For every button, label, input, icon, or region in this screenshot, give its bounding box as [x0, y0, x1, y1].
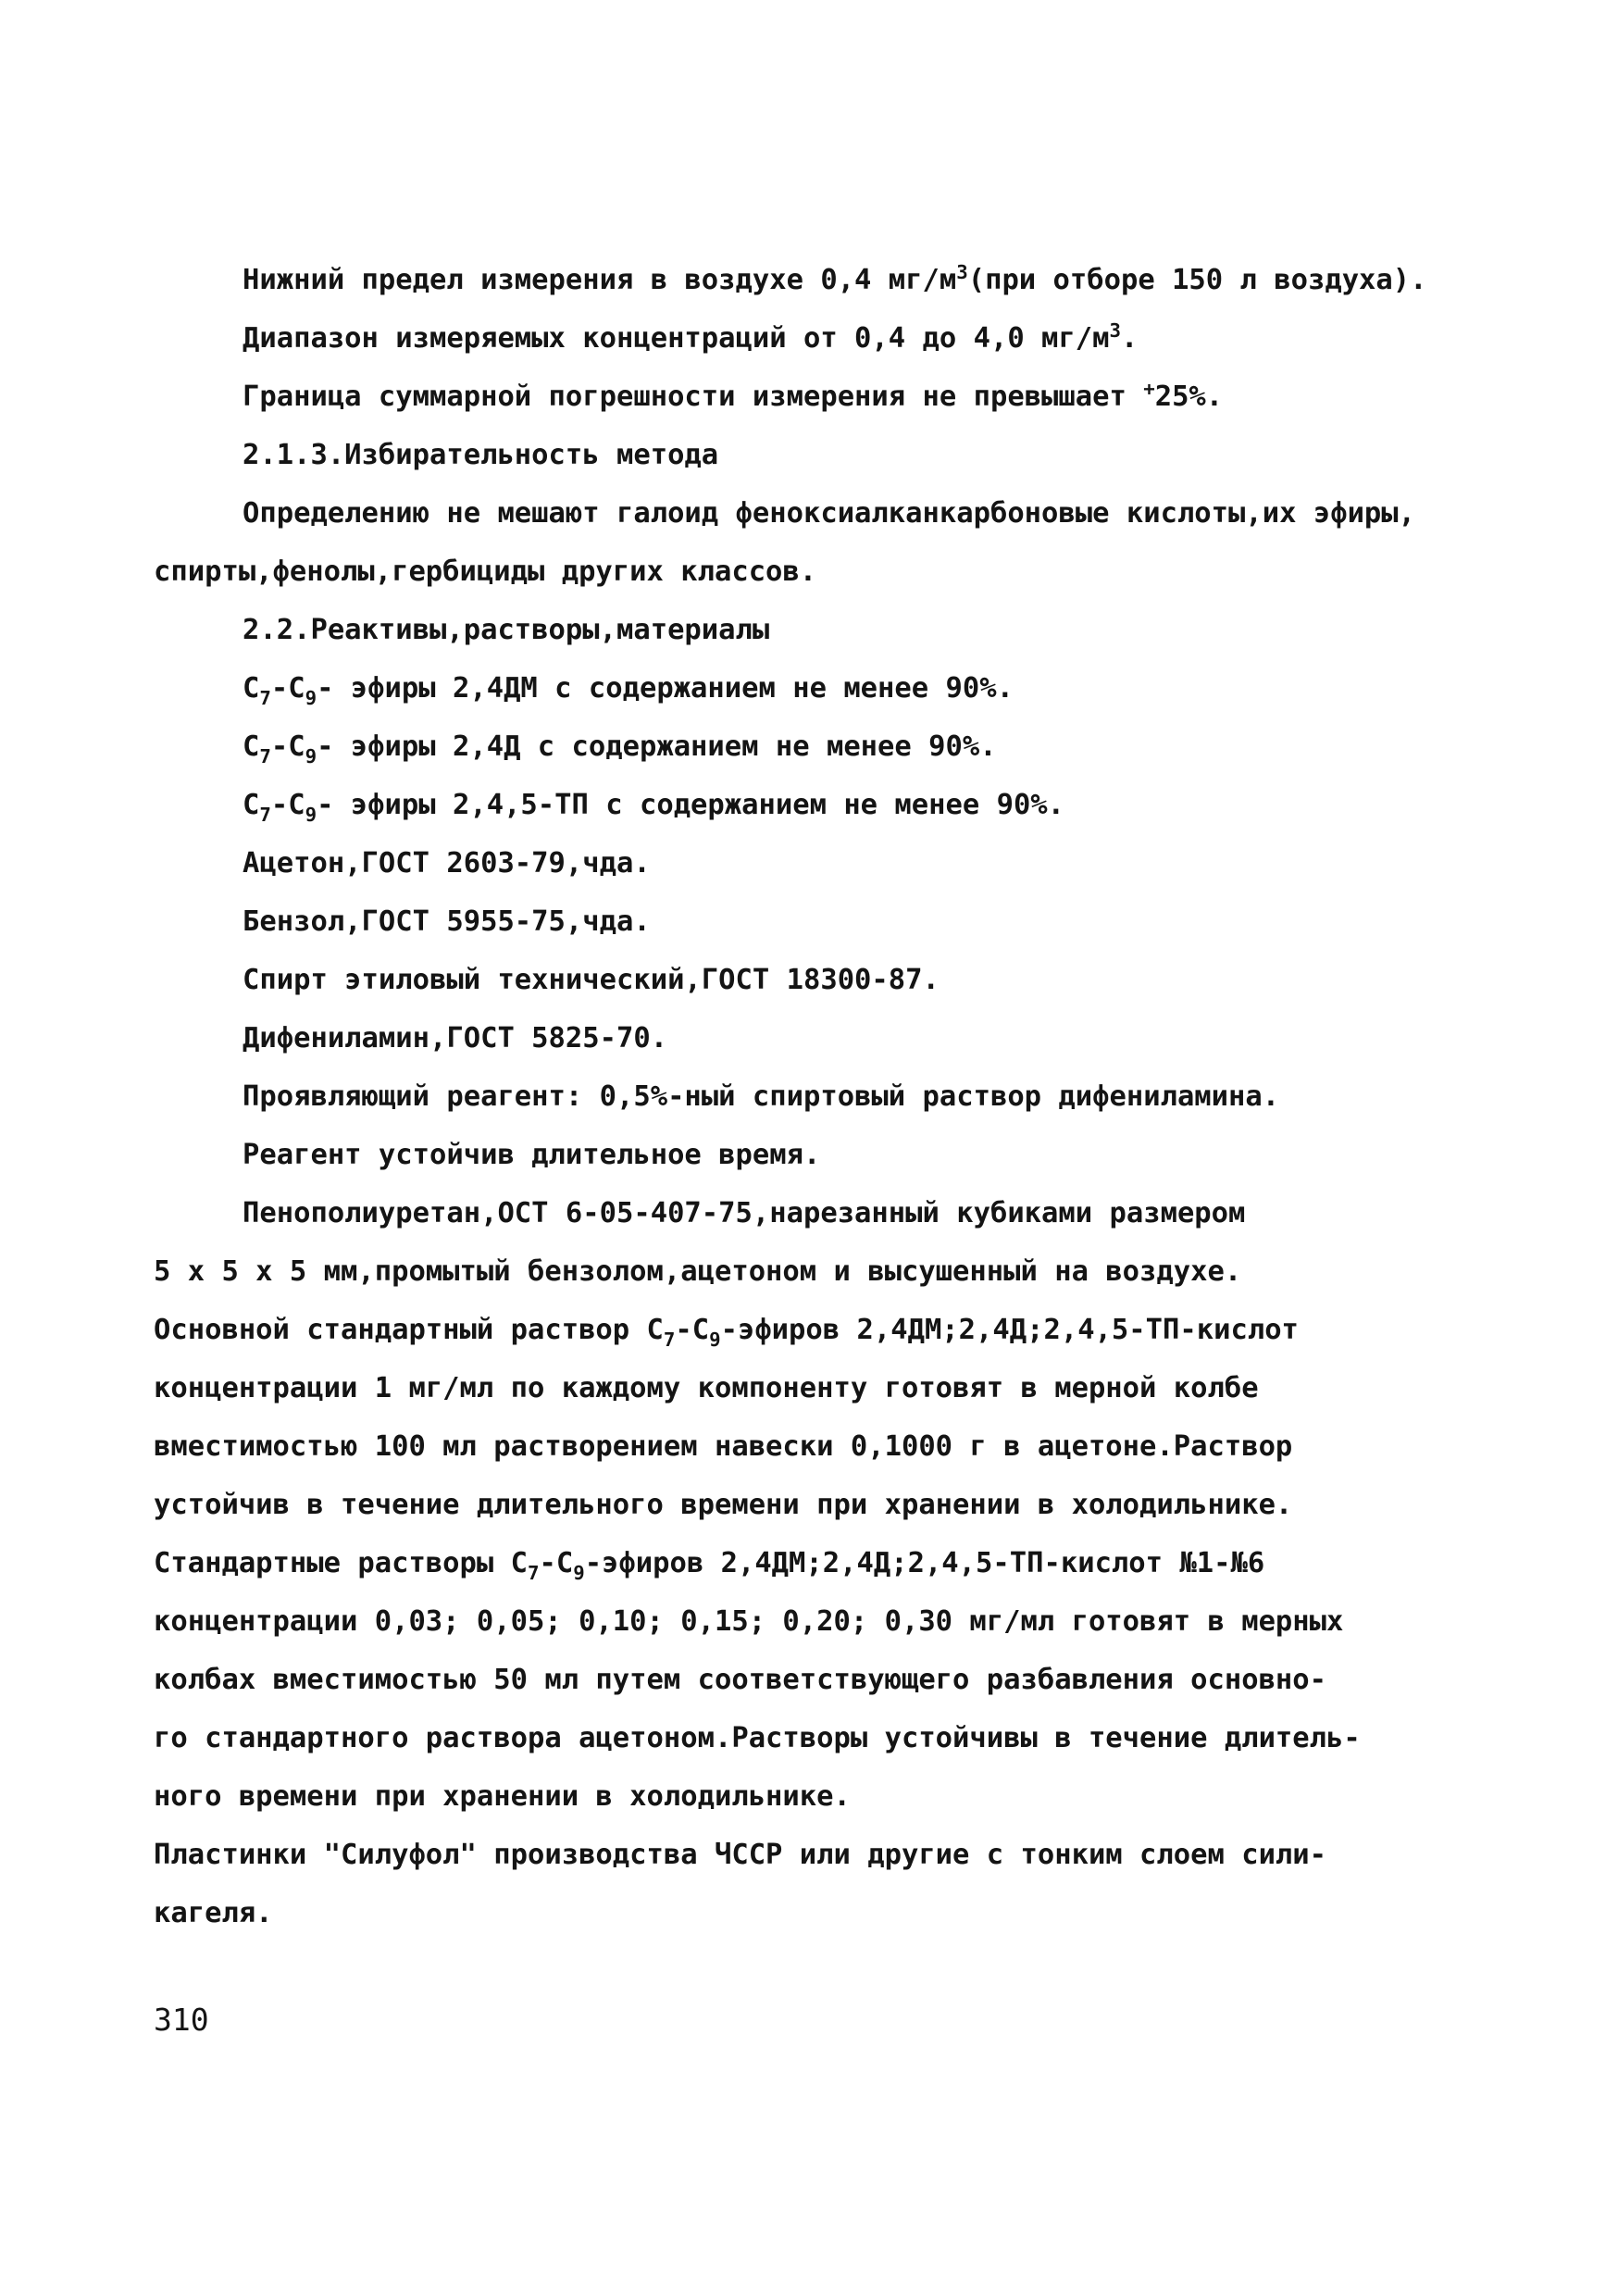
text-line-standard-storage: ного времени при хранении в холодильнике.	[154, 1780, 851, 1813]
text-line-error-bound: Граница суммарной погрешности измерения не превышает +25%.	[243, 377, 1224, 413]
reagent-item-24dm: $C_7-C_9-$ эфиры 2,4ДМ с содержанием не менее 90%.	[243, 672, 1014, 710]
text-line-polyurethane-cont: 5 x 5 x 5 мм,промытый бензолом,ацетоном и высушенный на воздухе.	[154, 1255, 1242, 1288]
text-line-detection-limit: Нижний предел измерения в воздухе 0,4 $мг/м^3(при$ отборе 150 л воздуха).	[243, 260, 1427, 296]
text-line-stock-volume: вместимостью 100 мл растворением навески 0,1000 г в ацетоне.Раствор	[154, 1430, 1293, 1463]
reagent-item-developer: Проявляющий реагент: 0,5%-ный спиртовый раствор дифениламина.	[243, 1080, 1280, 1113]
section-heading-reagents: 2.2.Реактивы,растворы,материалы	[243, 614, 770, 646]
reagent-item-acetone: Ацетон,ГОСТ 2603-79,чда.	[243, 847, 651, 880]
text-line-polyurethane: Пенополиуретан,ОСТ 6-05-407-75,нарезанный кубиками размером	[243, 1197, 1246, 1229]
text-line-interference: Определению не мешают галоид феноксиалканкарбоновые кислоты,их эфиры,	[243, 497, 1416, 530]
reagent-item-ethanol: Спирт этиловый технический,ГОСТ 18300-87.	[243, 964, 940, 996]
text-line-measurement-range: Диапазон измеряемых концентраций от 0,4 до 4,0 $мг/м^3$.	[243, 318, 1139, 355]
reagent-item-245tp: $C_7-C_9-$ эфиры 2,4,5-ТП с содержанием не менее 90%.	[243, 789, 1065, 827]
text-line-standard-solutions: Стандартные растворы $C_7-C_9$-эфиров 2,4ДМ;2,4Д;2,4,5-ТП-кислот №1-№6	[154, 1547, 1265, 1585]
text-line-stock-concentration: концентрации 1 мг/мл по каждому компоненту готовят в мерной колбе	[154, 1372, 1259, 1404]
text-line-standard-concentrations: концентрации 0,03; 0,05; 0,10; 0,15; 0,20; 0,30 мг/мл готовят в мерных	[154, 1605, 1344, 1638]
page-number: 310	[154, 2002, 209, 2038]
text-line-interference-cont: спирты,фенолы,гербициды других классов.	[154, 555, 817, 588]
section-heading-selectivity: 2.1.3.Избирательность метода	[243, 439, 719, 471]
reagent-item-24d: $C_7-C_9-$ эфиры 2,4Д с содержанием не менее 90%.	[243, 730, 997, 768]
reagent-item-stability: Реагент устойчив длительное время.	[243, 1139, 821, 1171]
text-line-stock-solution: Основной стандартный раствор $C_7-C_9$-эфиров 2,4ДМ;2,4Д;2,4,5-ТП-кислот	[154, 1314, 1299, 1352]
text-line-plates-cont: кагеля.	[154, 1897, 273, 1929]
text-line-stock-stability: устойчив в течение длительного времени при хранении в холодильнике.	[154, 1489, 1293, 1521]
text-line-plates: Пластинки "Силуфол" производства ЧССР или другие с тонким слоем сили-	[154, 1839, 1327, 1871]
text-line-standard-dilution-cont: го стандартного раствора ацетоном.Растворы устойчивы в течение длитель-	[154, 1722, 1361, 1754]
text-line-standard-dilution: колбах вместимостью 50 мл путем соответствующего разбавления основно-	[154, 1664, 1327, 1696]
reagent-item-diphenylamine: Дифениламин,ГОСТ 5825-70.	[243, 1022, 668, 1054]
reagent-item-benzene: Бензол,ГОСТ 5955-75,чда.	[243, 905, 651, 938]
